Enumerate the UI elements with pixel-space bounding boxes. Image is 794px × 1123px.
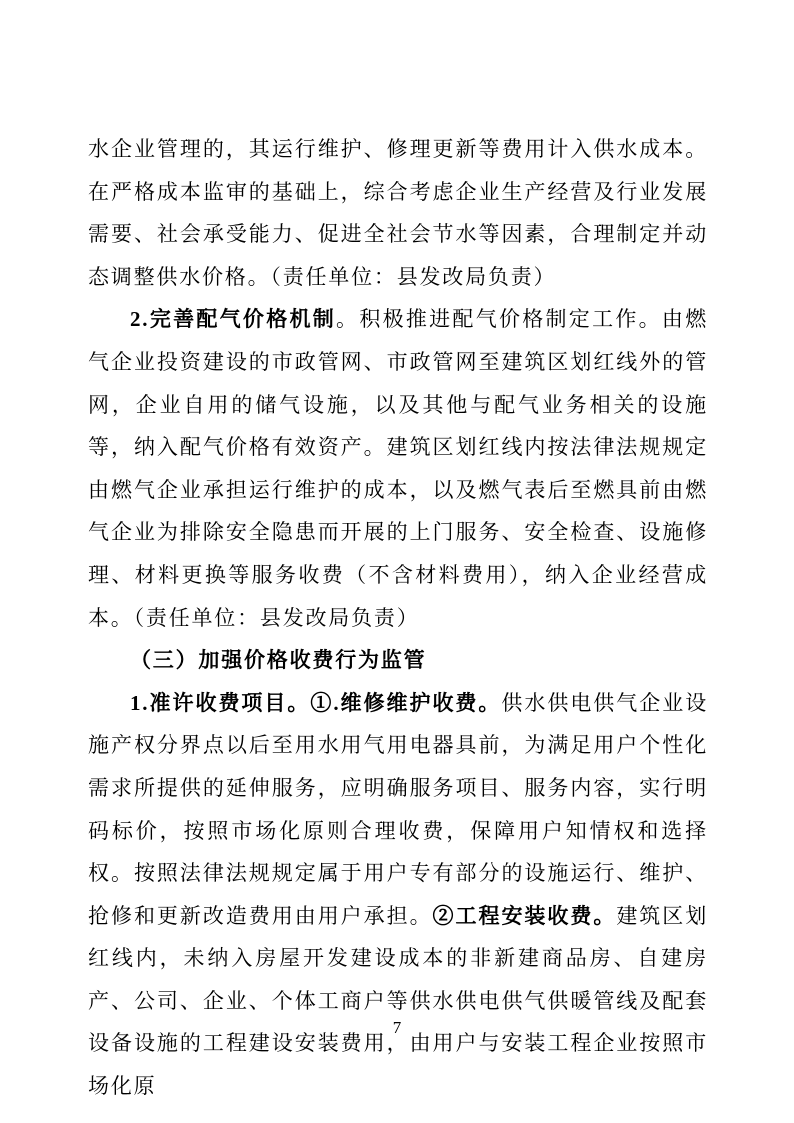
bold-text-run: 2.完善配气价格机制 xyxy=(130,307,337,332)
page-number: 7 xyxy=(392,1018,402,1037)
text-run: 建筑区划红线内，未纳入房屋开发建设成本的非新建商品房、自建房产、公司、企业、个体工商户等供水供电供气供暖管线及配套设备设施的工程建设安装费用，由用户与安装工程企业按照市场化原 xyxy=(88,903,709,1099)
heading-section-three-price-fee-supervision xyxy=(88,639,708,682)
para-water-price-continuation xyxy=(88,128,708,298)
document-body xyxy=(88,128,708,1108)
bold-text-run: 1.准许收费项目。①.维修维护收费。 xyxy=(130,690,502,715)
bold-text-run: ②工程安装收费。 xyxy=(432,903,617,928)
text-run: 供水供电供气企业设施产权分界点以后至用水用气用电器具前，为满足用户个性化需求所提供的延伸服务，应明确服务项目、服务内容，实行明码标价，按照市场化原则合理收费，保障用户知情权和选择权。按照法律法规规定属于用户专有部分的设施运行、维护、抢修和更新改造费用由用户承担。 xyxy=(88,690,708,928)
text-run: 。积极推进配气价格制定工作。由燃气企业投资建设的市政管网、市政管网至建筑区划红线外的管网，企业自用的储气设施，以及其他与配气业务相关的设施等，纳入配气价格有效资产。建筑区划红线内按法律法规规定由燃气企业承担运行维护的成本，以及燃气表后至燃具前由燃气企业为排除安全隐患而开展的上门服务、安全检查、设施修理、材料更换等服务收费（不含材料费用），纳入企业经营成本。（责任单位：县发改局负责） xyxy=(88,307,708,630)
bold-text-run: （三）加强价格收费行为监管 xyxy=(130,648,427,673)
page-footer xyxy=(0,1018,794,1038)
para-gas-distribution-price-mechanism xyxy=(88,298,708,639)
text-run: 水企业管理的，其运行维护、修理更新等费用计入供水成本。在严格成本监审的基础上，综合考虑企业生产经营及行业发展需要、社会承受能力、促进全社会节水等因素，合理制定并动态调整供水价格。（责任单位：县发改局负责） xyxy=(88,137,708,289)
para-permitted-fee-items xyxy=(88,682,708,1108)
